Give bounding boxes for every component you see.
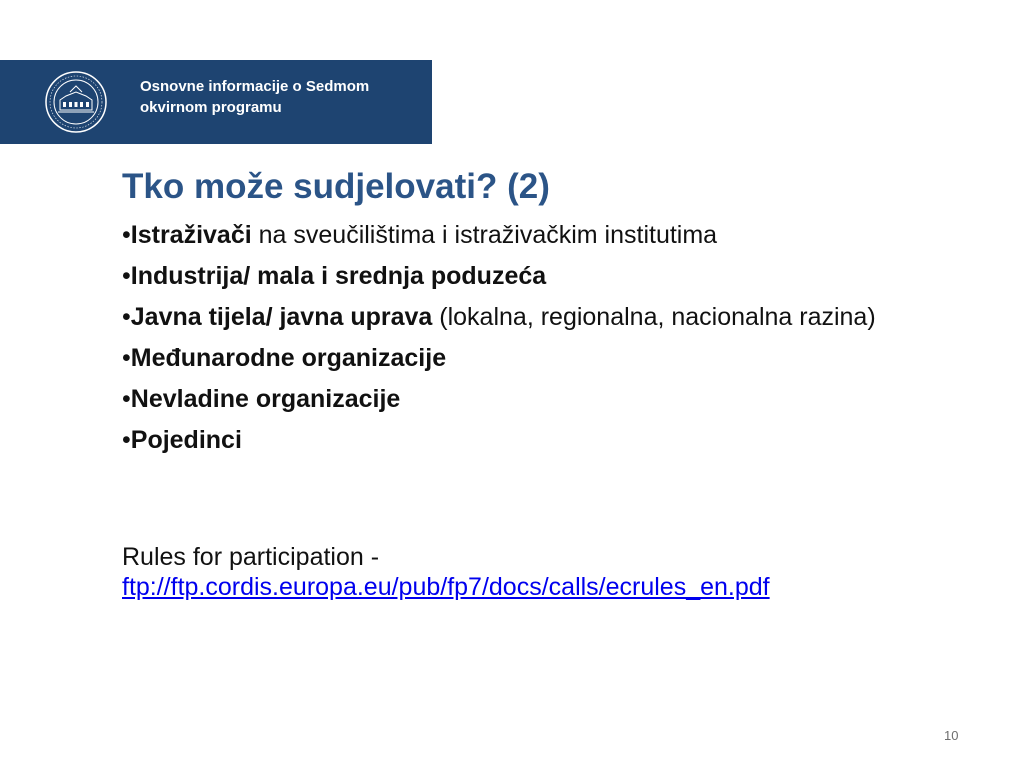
bullet-dot: • — [122, 262, 131, 290]
list-item — [122, 220, 982, 250]
list-item — [122, 384, 982, 414]
bullet-bold: Nevladine organizacije — [130, 385, 401, 413]
bullet-dot: • — [122, 426, 131, 454]
bullet-dot: • — [122, 385, 131, 413]
rules-link[interactable]: ftp://ftp.cordis.europa.eu/pub/fp7/docs/calls/ecrules_en.pdf — [122, 573, 770, 601]
bullet-bold: Pojedinci — [130, 426, 242, 454]
rules-paragraph — [122, 542, 992, 602]
university-seal-icon — [44, 70, 108, 134]
bullet-bold: Istraživači — [130, 221, 252, 249]
list-item — [122, 261, 982, 291]
bullet-text: (lokalna, regionalna, nacionalna razina) — [432, 303, 876, 331]
bullet-bold: Industrija/ mala i srednja poduzeća — [130, 262, 547, 290]
header-title-line1: Osnovne informacije o Sedmom — [140, 78, 370, 95]
bullet-text: na sveučilištima i istraživačkim institutima — [251, 221, 718, 249]
list-item — [122, 425, 982, 455]
bullet-list — [122, 220, 982, 466]
bullet-bold: Međunarodne organizacije — [130, 344, 447, 372]
bullet-dot: • — [122, 221, 131, 249]
header-title — [140, 76, 430, 118]
bullet-bold: Javna tijela/ javna uprava — [130, 303, 433, 331]
list-item — [122, 302, 982, 332]
bullet-dot: • — [122, 344, 131, 372]
page-number: 10 — [944, 728, 959, 743]
rules-label: Rules for participation - — [122, 543, 380, 571]
slide-title: Tko može sudjelovati? (2) — [122, 167, 550, 206]
header-title-line2: okvirnom programu — [140, 99, 282, 116]
bullet-dot: • — [122, 303, 131, 331]
list-item — [122, 343, 982, 373]
